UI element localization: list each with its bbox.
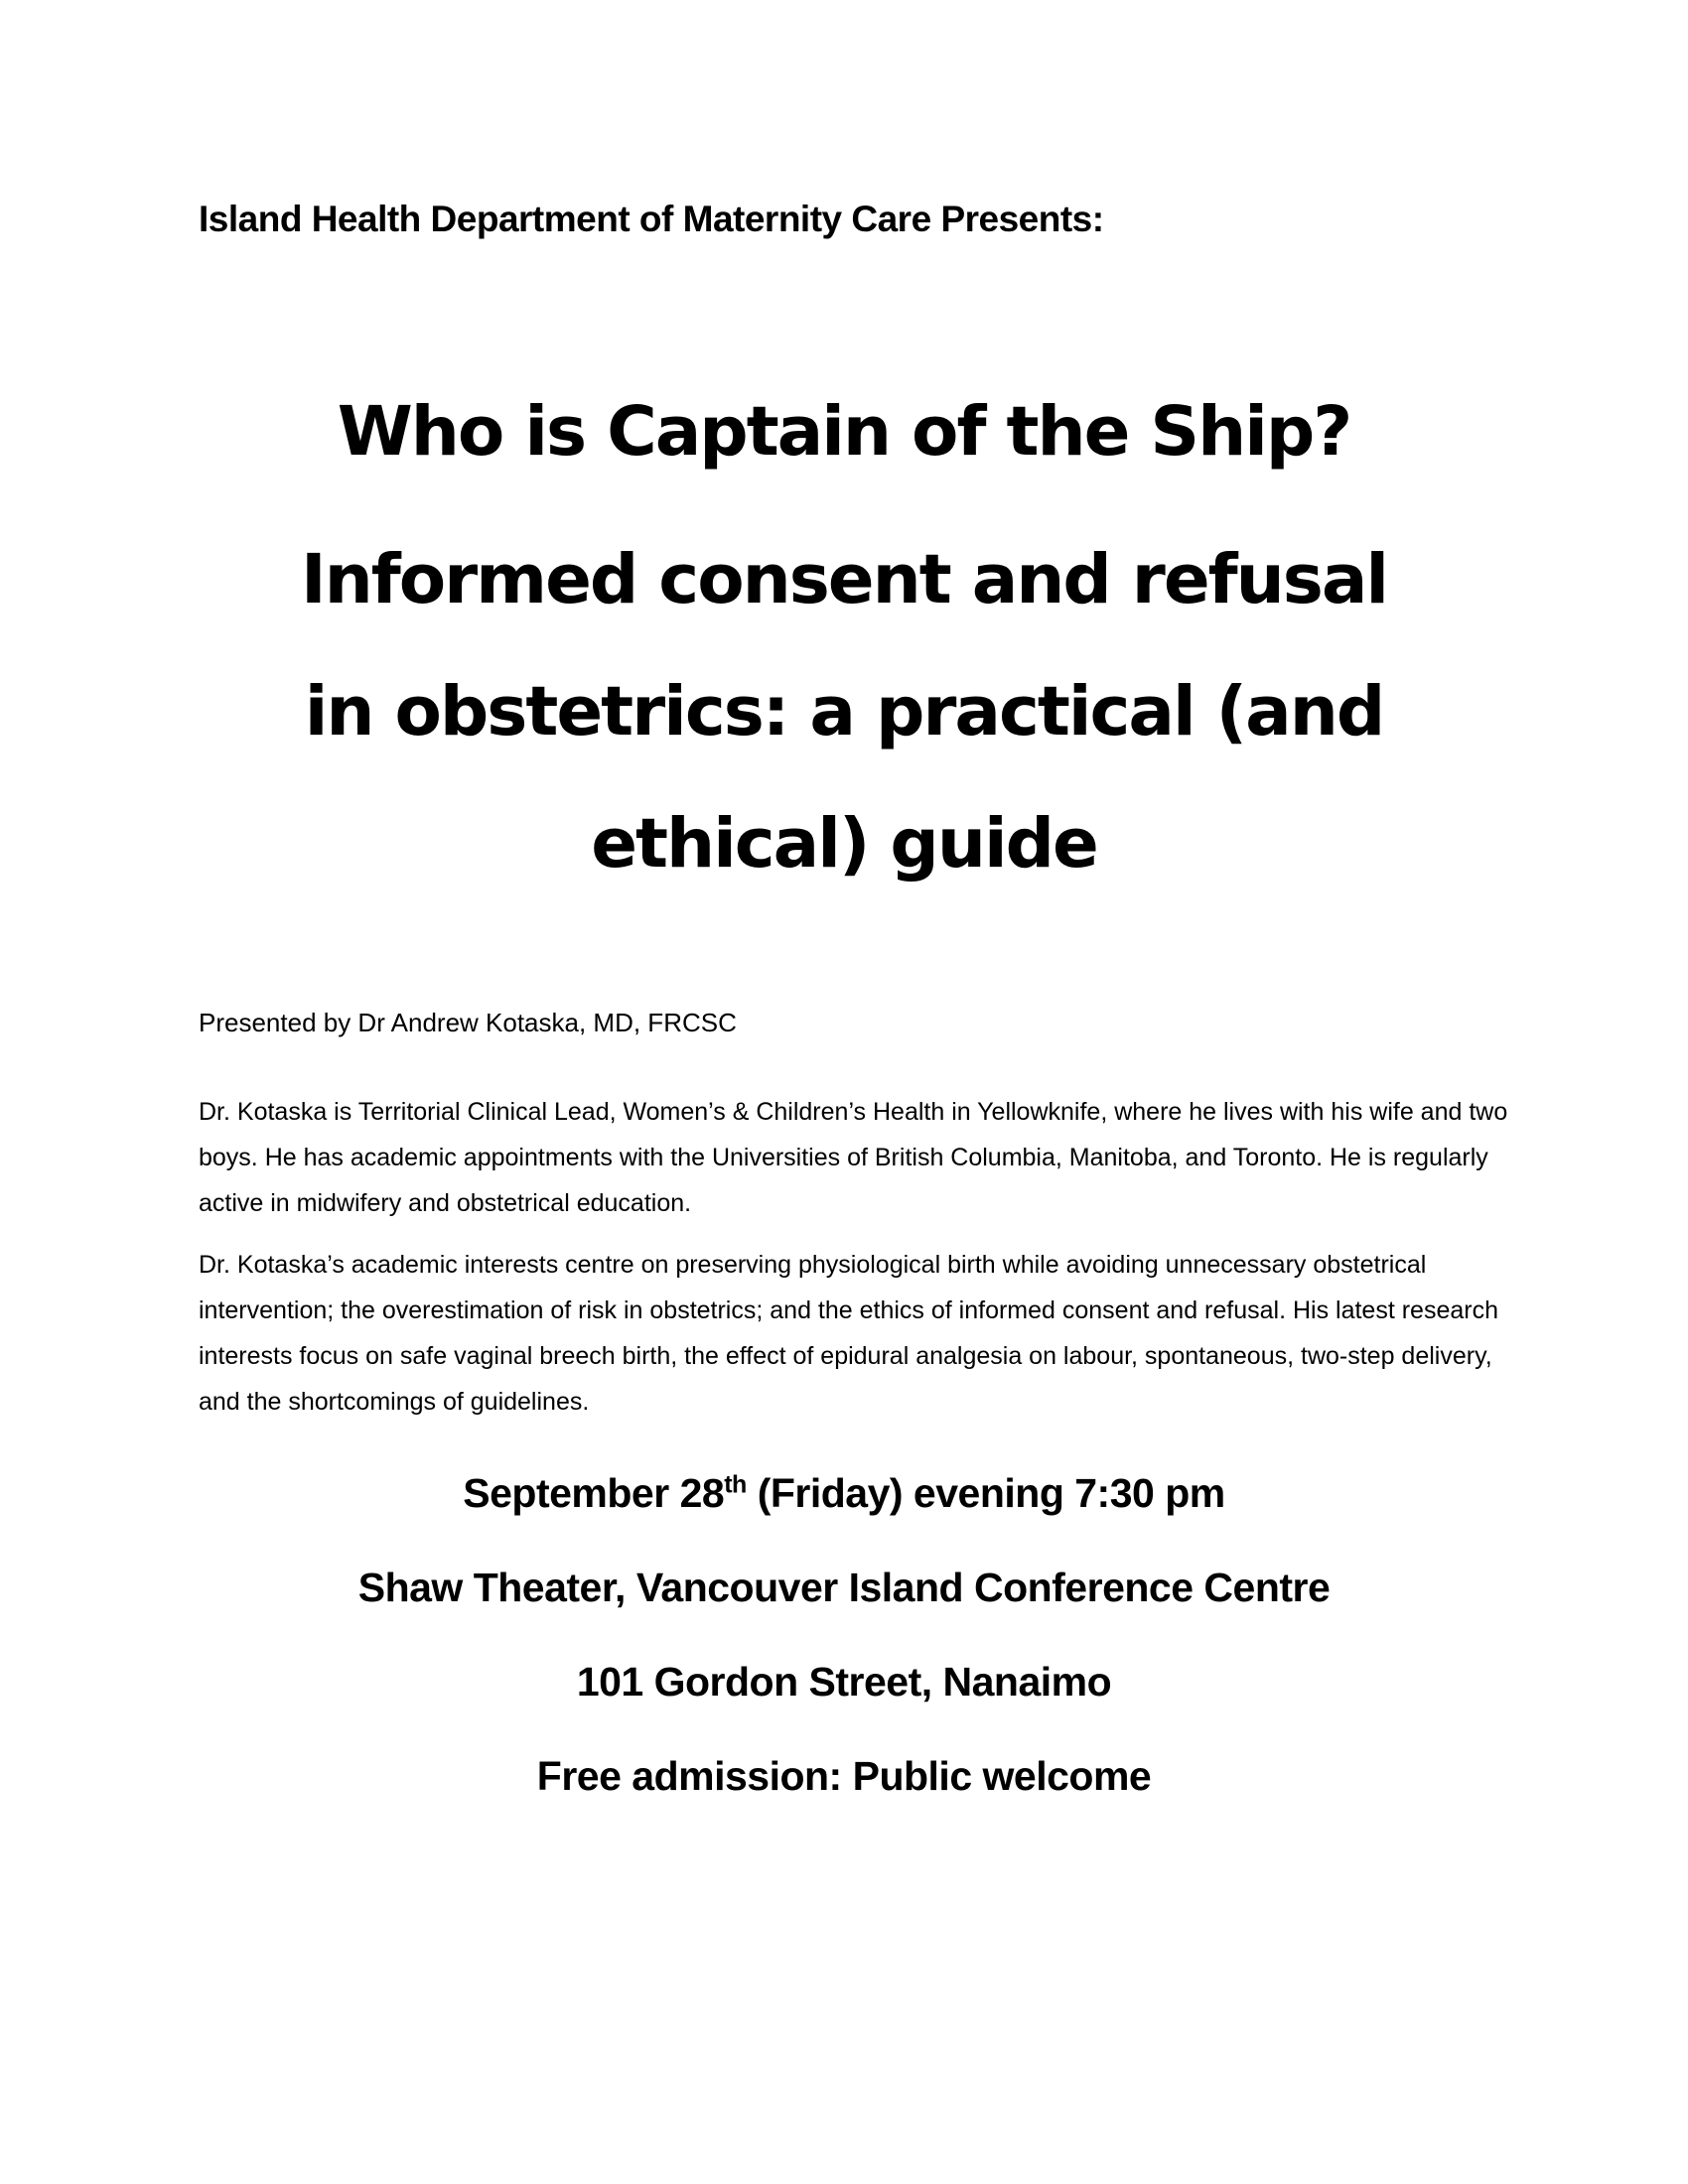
event-address: 101 Gordon Street, Nanaimo [576,1659,1112,1705]
bio-paragraph-2: Dr. Kotaska’s academic interests centre on preserving physiological birth while avoiding unnecessary obstetrical intervention; the overestimation of risk in obstetrics; and the ethics of informed consent and refusal. His latest research interests focus on safe vaginal breech birth, the effect of epidural analgesia on labour, spontaneous, two-step delivery, and the shortcomings of guidelines. [199,1251,1498,1416]
event-date [149,1469,1539,1517]
subtitle-line-2: in obstetrics: a practical (and [304,672,1384,751]
event-details [149,1469,1539,1846]
bio-paragraph-1: Dr. Kotaska is Territorial Clinical Lead, Women’s & Children’s Health in Yellowknife, where he lives with his wife and two boys. He has academic appointments with the Universities of British Columbia, Manitoba, and Toronto. He is regularly active in midwifery and obstetrical education. [199,1098,1508,1217]
event-date-ordinal: th [724,1470,747,1499]
title-main-line: Who is Captain of the Ship? [337,392,1351,472]
event-title [149,367,1539,910]
presenting-organization: Island Health Department of Maternity Care Presents: [199,199,1104,239]
title-subtitle [149,514,1539,910]
event-admission: Free admission: Public welcome [536,1753,1152,1799]
event-venue: Shaw Theater, Vancouver Island Conference Centre [357,1565,1331,1610]
event-date-day: September 28 [463,1470,725,1516]
event-date-time: (Friday) evening 7:30 pm [746,1470,1225,1516]
subtitle-line-3: ethical) guide [591,804,1097,884]
presenter-line: Presented by Dr Andrew Kotaska, MD, FRCSC [199,1008,737,1037]
subtitle-line-1: Informed consent and refusal [300,540,1388,619]
